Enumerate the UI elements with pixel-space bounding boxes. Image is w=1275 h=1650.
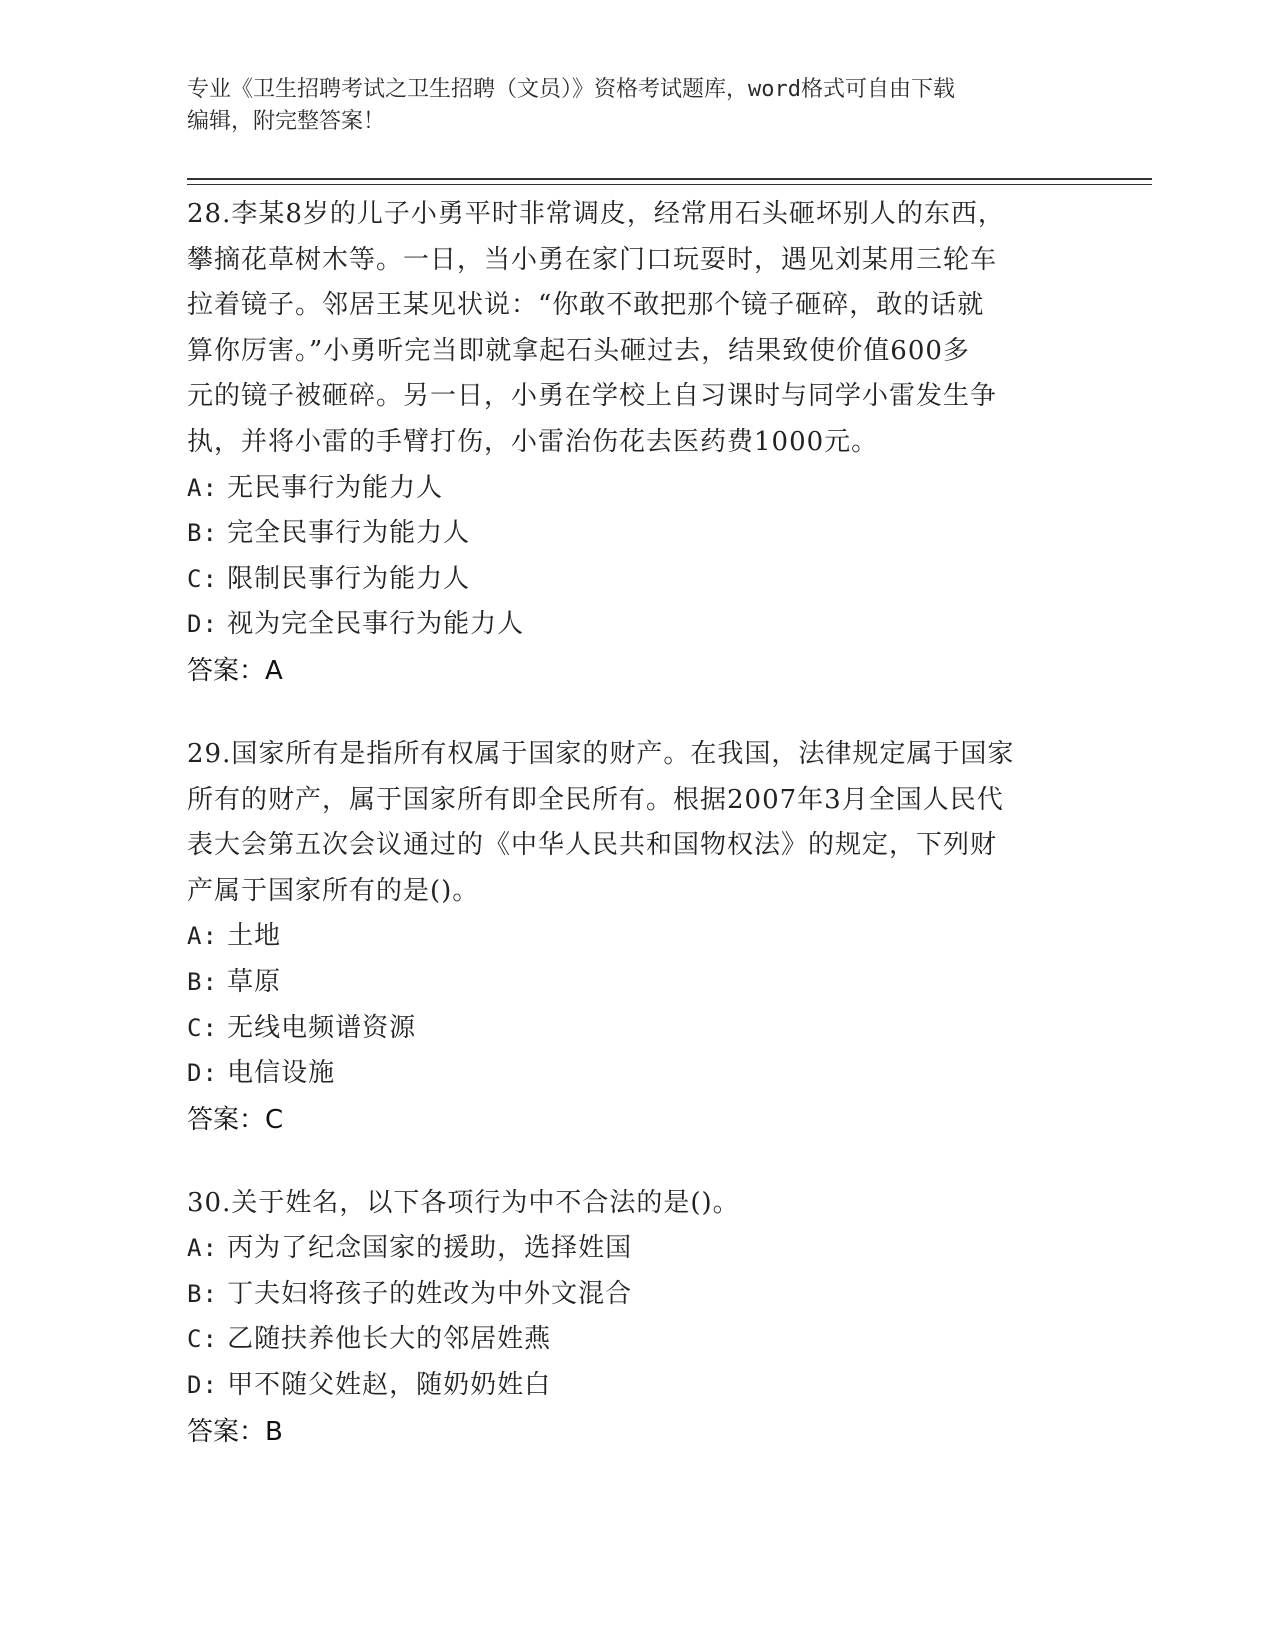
question-28 [187, 192, 1087, 694]
option-letter: C: [187, 1013, 218, 1042]
question-30-answer: 答案：B [187, 1416, 283, 1447]
option-text: 丁夫妇将孩子的姓改为中外文混合 [227, 1278, 633, 1309]
option-text: 完全民事行为能力人 [227, 518, 471, 549]
option-text: 乙随扶养他长大的邻居姓燕 [227, 1324, 552, 1355]
question-28-stem-line-1: 28.李某8岁的儿子小勇平时非常调皮，经常用石头砸坏别人的东西， [187, 199, 1005, 229]
question-28-stem-line-6: 执，并将小雷的手臂打伤，小雷治伤花去医药费1000元。 [187, 426, 879, 457]
question-30 [187, 1181, 1087, 1455]
option-letter: A: [187, 922, 218, 951]
option-letter: D: [187, 1371, 218, 1400]
option-letter: D: [187, 610, 218, 639]
option-text: 无线电频谱资源 [227, 1012, 417, 1043]
question-28-stem-line-5: 元的镜子被砸碎。另一日，小勇在学校上自习课时与同学小雷发生争 [187, 381, 998, 412]
option-letter: A: [187, 473, 218, 502]
question-28-option-a [187, 466, 1087, 512]
question-29-option-a [187, 914, 1087, 960]
option-letter: B: [187, 967, 218, 996]
question-28-stem-line-2: 攀摘花草树木等。一日，当小勇在家门口玩耍时，遇见刘某用三轮车 [187, 244, 998, 275]
option-letter: D: [187, 1059, 218, 1088]
question-29-stem-line-3: 表大会第五次会议通过的《中华人民共和国物权法》的规定，下列财 [187, 830, 998, 861]
document-header [187, 74, 1087, 138]
question-list [187, 192, 1087, 1493]
option-letter: C: [187, 1325, 218, 1354]
question-29-option-c [187, 1006, 1087, 1052]
option-text: 土地 [227, 921, 282, 952]
question-29-answer: 答案：C [187, 1104, 284, 1135]
question-29-option-b [187, 960, 1087, 1006]
option-text: 限制民事行为能力人 [227, 563, 471, 594]
option-text: 视为完全民事行为能力人 [227, 609, 525, 640]
question-28-answer: 答案：A [187, 655, 283, 686]
question-30-option-a [187, 1226, 1087, 1272]
header-line-1: 专业《卫生招聘考试之卫生招聘（文员）》资格考试题库，word格式可自由下载 [187, 77, 955, 102]
option-text: 丙为了纪念国家的援助，选择姓国 [227, 1233, 633, 1264]
option-text: 无民事行为能力人 [227, 472, 444, 503]
question-30-stem-line-1: 30.关于姓名，以下各项行为中不合法的是()。 [187, 1187, 740, 1218]
question-30-option-c [187, 1317, 1087, 1363]
question-29-stem-line-4: 产属于国家所有的是()。 [187, 875, 480, 906]
question-28-stem-line-3: 拉着镜子。邻居王某见状说：“你敢不敢把那个镜子砸碎，敢的话就 [187, 290, 985, 321]
option-letter: B: [187, 519, 218, 548]
header-line-2: 编辑，附完整答案！ [187, 109, 386, 134]
option-text: 甲不随父姓赵，随奶奶姓白 [227, 1370, 552, 1401]
question-29-stem-line-1: 29.国家所有是指所有权属于国家的财产。在我国，法律规定属于国家 [187, 738, 1015, 769]
option-letter: B: [187, 1279, 218, 1308]
question-29 [187, 732, 1087, 1143]
question-28-stem-line-4: 算你厉害。”小勇听完当即就拿起石头砸过去，结果致使价值600多 [187, 335, 970, 366]
option-text: 草原 [227, 966, 282, 997]
header-divider-top [187, 178, 1152, 180]
question-29-stem-line-2: 所有的财产，属于国家所有即全民所有。根据2007年3月全国人民代 [187, 784, 1004, 815]
question-28-option-b [187, 511, 1087, 557]
question-28-option-d [187, 602, 1087, 648]
question-28-option-c [187, 557, 1087, 603]
question-30-option-b [187, 1272, 1087, 1318]
option-letter: C: [187, 564, 218, 593]
question-29-option-d [187, 1051, 1087, 1097]
option-letter: A: [187, 1234, 218, 1263]
question-30-option-d [187, 1363, 1087, 1409]
header-divider-bottom [187, 184, 1152, 185]
option-text: 电信设施 [227, 1058, 336, 1089]
